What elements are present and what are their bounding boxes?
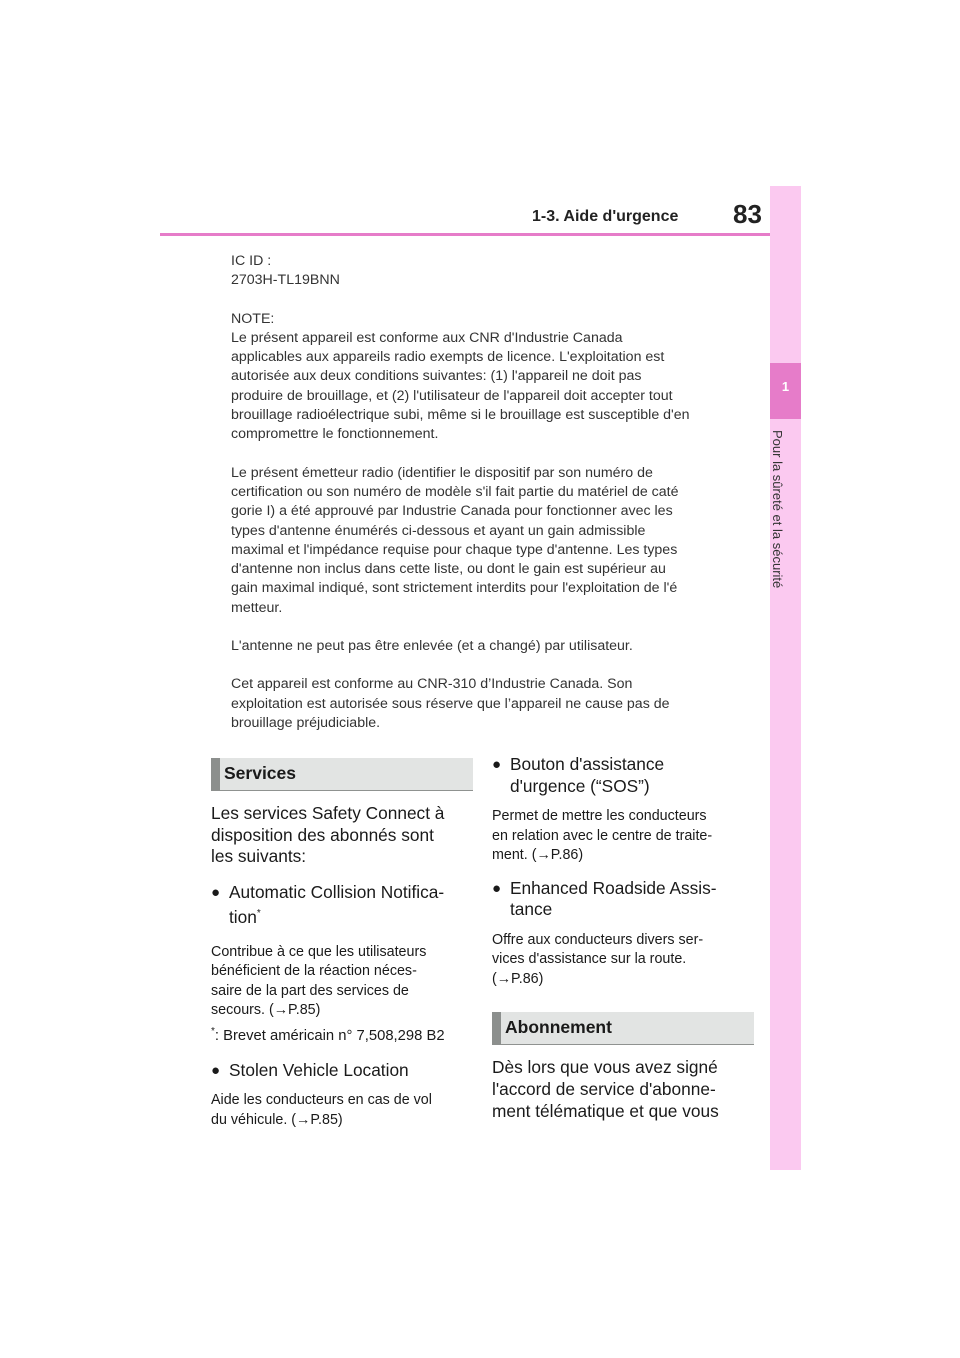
bullet-icon: ● xyxy=(492,879,502,897)
text-line: bénéficient de la réaction néces- xyxy=(211,963,417,980)
text-line: en relation avec le centre de traite- xyxy=(492,827,713,844)
text-line: applicables aux appareils radio exempts de licence. L'exploitation est xyxy=(231,349,665,366)
transmitter-paragraph xyxy=(231,464,751,618)
text-line: Dès lors que vous avez signé xyxy=(492,1057,718,1078)
heading-bar xyxy=(211,758,220,791)
text-line: types d'antenne énumérés ci-dessous et ayant un gain admissible xyxy=(231,522,646,539)
ic-id-paragraph xyxy=(231,252,751,291)
bullet-icon: ● xyxy=(211,1062,221,1080)
text-line: metteur. xyxy=(231,599,283,616)
chapter-side-tab xyxy=(770,186,801,1170)
text-line: d'antenne non inclus dans cette liste, ou dont le gain est supérieur au xyxy=(231,561,666,578)
text-line: ment télématique et que vous xyxy=(492,1100,719,1121)
svl-description xyxy=(211,1091,473,1130)
text-line: 2703H-TL19BNN xyxy=(231,272,340,289)
text-line: Aide les conducteurs en cas de vol xyxy=(211,1092,432,1109)
bullet-icon: ● xyxy=(211,883,221,901)
text-line: Automatic Collision Notifica- xyxy=(229,881,445,902)
text-line: secours. (→P.85) xyxy=(211,1002,321,1019)
text-line: tion xyxy=(229,907,257,928)
header-rule xyxy=(160,233,770,236)
services-heading xyxy=(211,758,473,791)
text-line: L'antenne ne peut pas être enlevée (et a changé) par utilisateur. xyxy=(231,638,633,655)
subscription-heading xyxy=(492,1012,754,1045)
text-line: l'accord de service d'abonne- xyxy=(492,1078,716,1099)
text-line: Offre aux conducteurs divers ser- xyxy=(492,931,704,948)
bullet-icon: ● xyxy=(492,756,502,773)
footnote-text: : Brevet américain n° 7,508,298 B2 xyxy=(214,1027,445,1044)
text-line: Le présent appareil est conforme aux CNR d'Industrie Canada xyxy=(231,329,623,346)
chapter-label: Pour la sûreté et la sécurité xyxy=(770,430,785,589)
acn-item-title xyxy=(211,882,473,929)
services-intro xyxy=(211,803,473,868)
text-line: autorisée aux deux conditions suivantes: (1) l'appareil ne doit pas xyxy=(231,368,642,385)
text-line: disposition des abonnés sont xyxy=(211,824,434,845)
text-line: (→P.86) xyxy=(492,970,544,987)
footnote xyxy=(211,1027,473,1047)
text-line: IC ID : xyxy=(231,253,272,269)
services-heading-label: Services xyxy=(224,763,297,783)
text-line: Permet de mettre les conducteurs xyxy=(492,808,707,825)
heading-bar xyxy=(492,1012,501,1045)
regulatory-notice xyxy=(231,252,751,752)
section-title: 1-3. Aide d'urgence xyxy=(532,208,679,225)
text-line: saire de la part des services de xyxy=(211,982,409,999)
acn-description xyxy=(211,943,473,1021)
text-line: Le présent émetteur radio (identifier le dispositif par son numéro de xyxy=(231,464,653,481)
text-line: Les services Safety Connect à xyxy=(211,803,445,823)
sos-item-title xyxy=(492,754,754,797)
text-line: Enhanced Roadside Assis- xyxy=(510,877,717,898)
page-number: 83 xyxy=(733,199,762,229)
cnr310-paragraph xyxy=(231,675,751,733)
era-item-title xyxy=(492,878,754,921)
text-line: certification ou son numéro de modèle s'il fait partie du matériel de caté xyxy=(231,483,679,500)
text-line: NOTE: xyxy=(231,310,275,327)
text-line: maximal et l'impédance requise pour chaque type d'antenne. Les types xyxy=(231,541,678,558)
text-line: gain maximal indiqué, sont strictement interdits pour l'exploitation de l'é xyxy=(231,580,678,597)
text-line: produire de brouillage, et (2) l'utilisateur de l'appareil doit accepter tout xyxy=(231,387,673,404)
text-line: du véhicule. (→P.85) xyxy=(211,1111,343,1128)
right-column xyxy=(492,754,754,1122)
text-line: Bouton d'assistance xyxy=(510,754,665,774)
subscription-text xyxy=(492,1057,754,1122)
text-line: Cet appareil est conforme au CNR-310 d’Industrie Canada. Son xyxy=(231,676,633,693)
text-line: brouillage préjudiciable. xyxy=(231,714,381,731)
text-line: exploitation est autorisée sous réserve que l’appareil ne cause pas de xyxy=(231,695,670,712)
text-line: brouillage radioélectrique subi, même si le brouillage est susceptible d'en xyxy=(231,407,690,424)
chapter-number: 1 xyxy=(781,379,790,394)
text-line: vices d'assistance sur la route. xyxy=(492,951,687,968)
text-line: Stolen Vehicle Location xyxy=(229,1060,409,1081)
text-line: tance xyxy=(510,899,553,920)
text-line: les suivants: xyxy=(211,846,307,867)
text-line: compromettre le fonctionnement. xyxy=(231,426,439,443)
era-description xyxy=(492,931,754,990)
sos-description xyxy=(492,807,754,866)
left-column xyxy=(211,758,473,1130)
text-line: ment. (→P.86) xyxy=(492,847,584,864)
text-line: Contribue à ce que les utilisateurs xyxy=(211,943,427,960)
subscription-heading-label: Abonnement xyxy=(505,1017,612,1038)
note-paragraph xyxy=(231,310,751,445)
antenna-paragraph xyxy=(231,637,751,656)
footnote-asterisk: * xyxy=(256,908,261,920)
svl-item-title xyxy=(211,1060,473,1082)
text-line: d'urgence (“SOS”) xyxy=(510,775,650,796)
text-line: gorie I) a été approuvé par Industrie Canada pour fonctionner avec les xyxy=(231,503,673,520)
footnote-mark: * xyxy=(211,1026,215,1038)
